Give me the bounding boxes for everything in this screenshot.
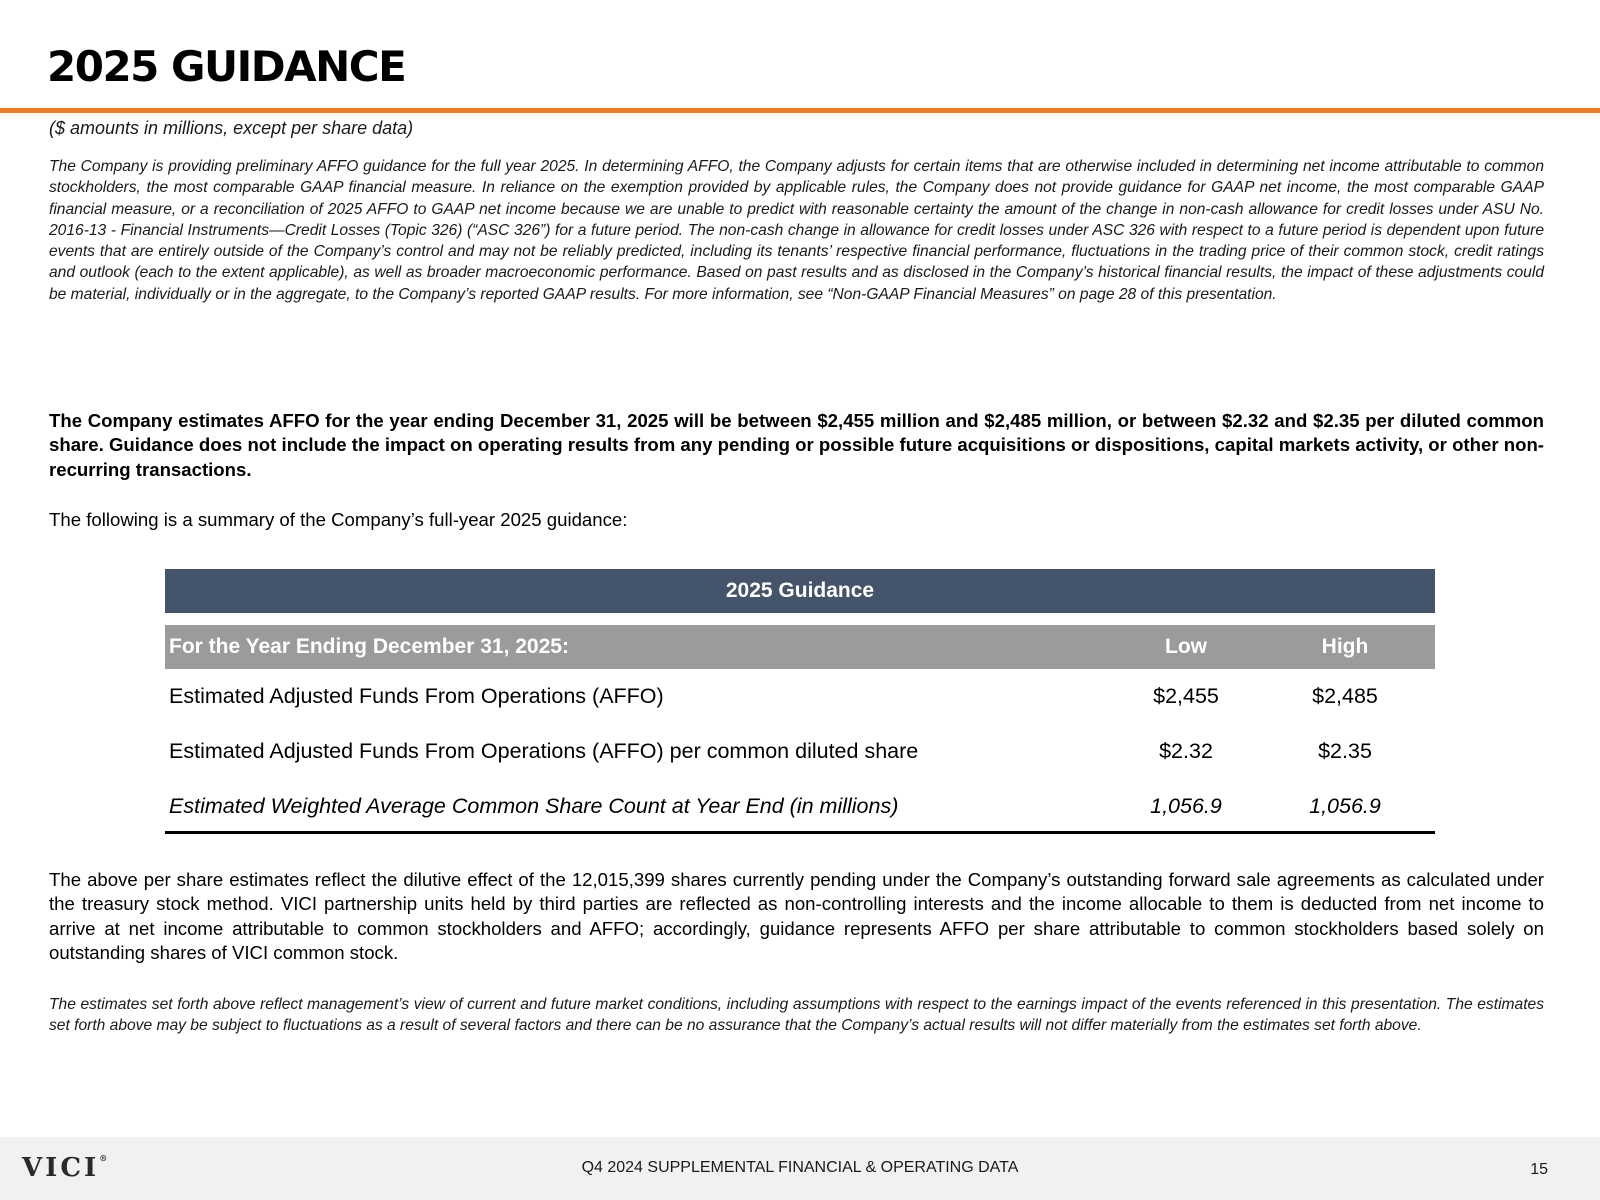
header-low: Low: [1165, 635, 1207, 658]
disclaimer-paragraph: The estimates set forth above reflect management’s view of current and future market conditions, including assumptions with respect to the earnings impact of the events referenced in this presentation. The estimates set forth above may be subject to fluctuations as a result of several factors and there can be no assurance that the Company’s actual results will not differ materially from the estimates set forth above.: [49, 996, 1544, 1035]
table-title: 2025 Guidance: [165, 569, 1435, 613]
page-title: 2025 GUIDANCE: [47, 42, 406, 91]
row-label: Estimated Weighted Average Common Share Count at Year End (in millions): [169, 794, 899, 818]
intro-paragraph: The Company is providing preliminary AFFO guidance for the full year 2025. In determining AFFO, the Company adjusts for certain items that are otherwise included in determining net income attributable to common stockholders, the most comparable GAAP financial measure. In reliance on the exemption provided by applicable rules, the Company does not provide guidance for GAAP net income, the most comparable GAAP financial measure, or a reconciliation of 2025 AFFO to GAAP net income because we are unable to predict with reasonable certainty the amount of the change in non-cash allowance for credit losses under ASU No. 2016-13 - Financial Instruments—Credit Losses (Topic 326) (“ASC 326”) for a future period. The non-cash change in allowance for credit losses under ASC 326 with respect to a future period is dependent upon future events that are entirely outside of the Company’s control and may not be reliably predicted, including its tenants’ respective financial performance, fluctuations in the trading price of their common stock, credit ratings and outlook (each to the extent applicable), as well as broader macroeconomic performance. Based on past results and as disclosed in the Company’s historical financial results, the impact of these adjustments could be material, individually or in the aggregate, to the Company’s reported GAAP results. For more information, see “Non-GAAP Financial Measures” on page 28 of this presentation.: [49, 158, 1544, 303]
notes-paragraph: The above per share estimates reflect the dilutive effect of the 12,015,399 shares currently pending under the Company’s outstanding forward sale agreements as calculated under the treasury stock method. VICI partnership units held by third parties are reflected as non-controlling interests and the income allocable to them is deducted from net income to arrive at net income attributable to common stockholders and AFFO; accordingly, guidance represents AFFO per share attributable to common stockholders based solely on outstanding shares of VICI common stock.: [49, 869, 1544, 963]
row-high-value: $2.35: [1318, 739, 1372, 763]
page-number: 15: [1530, 1161, 1548, 1178]
row-high-value: $2,485: [1312, 684, 1378, 708]
title-divider: [0, 108, 1600, 113]
row-high-value: 1,056.9: [1309, 794, 1381, 818]
row-low-value: $2.32: [1159, 739, 1213, 763]
table-bottom-rule: [165, 831, 1435, 834]
summary-intro: The following is a summary of the Company’s full-year 2025 guidance:: [49, 509, 628, 530]
guidance-table: [165, 569, 1435, 834]
header-label: For the Year Ending December 31, 2025:: [169, 635, 569, 658]
footer-title: Q4 2024 SUPPLEMENTAL FINANCIAL & OPERATING DATA: [581, 1159, 1019, 1176]
footer: [0, 1137, 1600, 1200]
header-high: High: [1321, 635, 1369, 658]
row-label: Estimated Adjusted Funds From Operations (AFFO) per common diluted share: [169, 739, 919, 763]
table-row: [165, 779, 1435, 834]
row-low-value: $2,455: [1153, 684, 1219, 708]
units-note: ($ amounts in millions, except per share data): [49, 118, 414, 138]
estimate-paragraph: The Company estimates AFFO for the year ending December 31, 2025 will be between $2,455 million and $2,485 million, or between $2.32 and $2.35 per diluted common share. Guidance does not include the impact on operating results from any pending or possible future acquisitions or dispositions, capital markets activity, or other non-recurring transactions.: [49, 410, 1544, 480]
table-header-row: [165, 625, 1435, 669]
vici-logo: VICI®: [22, 1153, 108, 1183]
table-row: [165, 724, 1435, 779]
row-label: Estimated Adjusted Funds From Operations (AFFO): [169, 684, 664, 708]
table-row: [165, 669, 1435, 724]
row-low-value: 1,056.9: [1150, 794, 1222, 818]
